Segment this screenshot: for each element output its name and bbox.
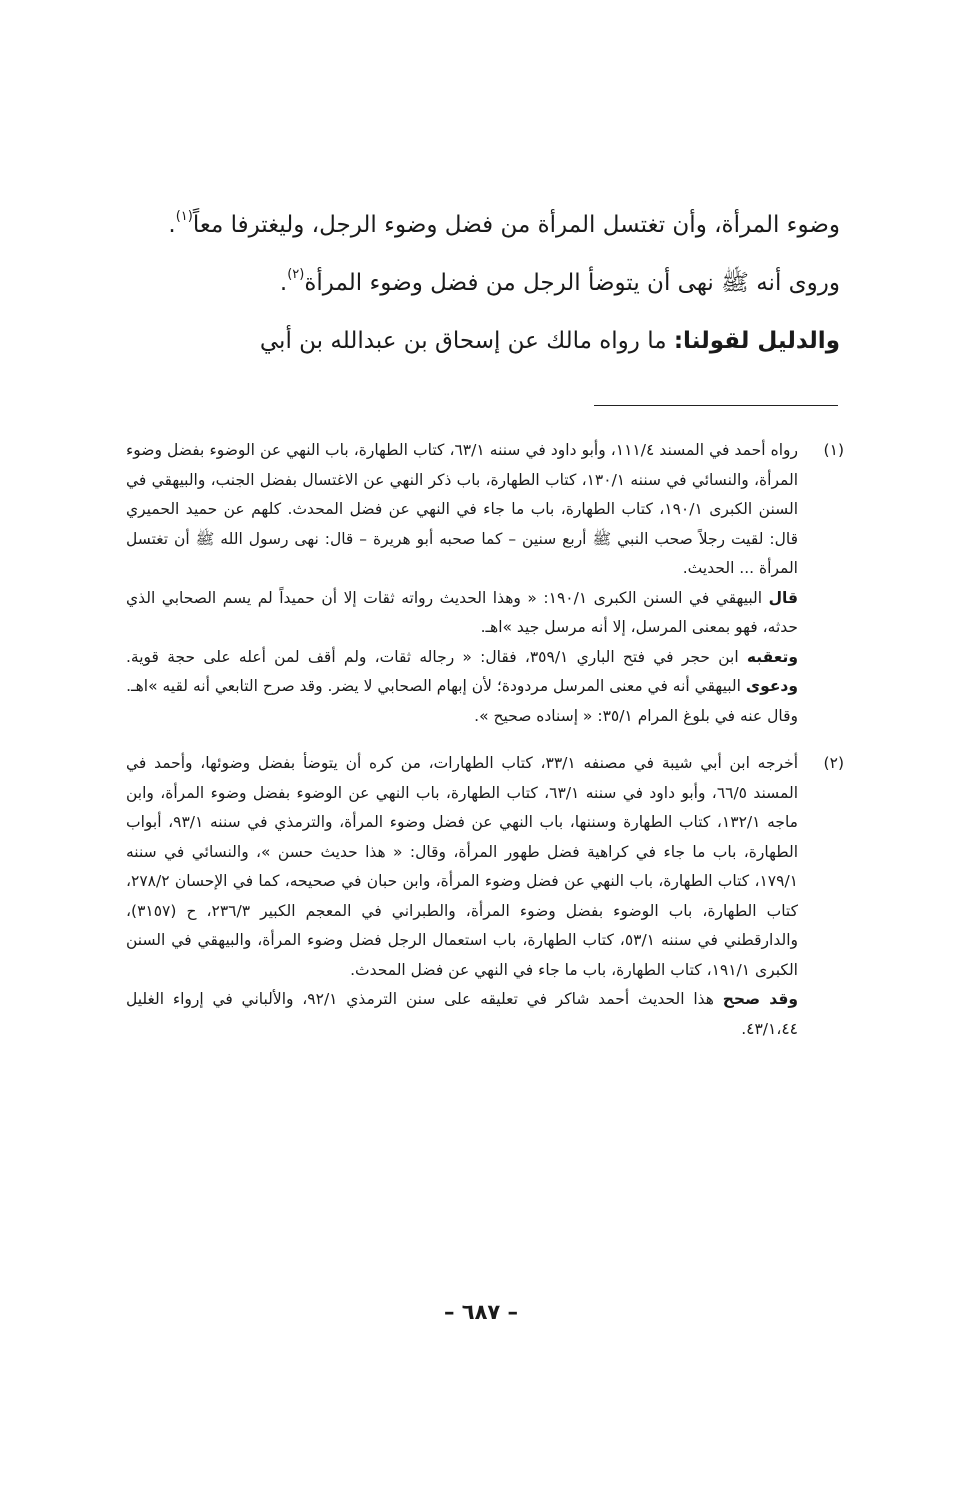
footnote-paragraph: رواه أحمد في المسند ١١١/٤، وأبو داود في سننه ٦٣/١، كتاب الطهارة، باب النهي عن الوضوء بفضل وضوء المرأة، والنسائي في سننه ١٣٠/١، كتاب الطهارة، باب ذكر النهي عن الاغتسال بفضل الجنب، والبيهقي في السنن الكبرى ١٩٠/١، كتاب الطهارة، باب ما جاء في النهي عن فضل المحدث. كلهم عن حميد الحميري قال: لقيت رجلاً صحب النبي ﷺ أربع سنين – كما صحبه أبو هريرة – قال: نهى رسول الله ﷺ أن تغتسل المرأة ... الحديث. [126,441,798,577]
footnote-paragraph: وقد صحح هذا الحديث أحمد شاكر في تعليقه على سنن الترمذي ٩٢/١، والألباني في إرواء الغليل ٤٣/١،٤٤. [126,990,799,1038]
footnote-paragraph: أخرجه ابن أبي شيبة في مصنفه ٣٣/١، كتاب الطهارات، من كره أن يتوضأ بفضل وضوئها، وأحمد في المسند ٦٦/٥، وأبو داود في سننه ٦٣/١، كتاب الطهارة، باب النهي عن الوضوء بفضل وضوء المرأة، وابن ماجه ١٣٢/١، كتاب الطهارة وسننها، باب النهي عن فضل وضوء المرأة، والترمذي في سننه ٩٣/١، أبواب الطهارة، باب ما جاء في كراهية فضل طهور المرأة، وقال: « هذا حديث حسن »، والنسائي في سننه ١٧٩/١، كتاب الطهارة، باب النهي عن فضل وضوء المرأة، وابن حبان في صحيحه، كما في الإحسان ٢٧٨/٢، كتاب الطهارة، باب الوضوء بفضل وضوء المرأة، والطبراني في المعجم الكبير ٢٣٦/٣، ح (٣١٥٧)، والدارقطني في سننه ٥٣/١، كتاب الطهارة، باب استعمال الرجل فضل وضوء المرأة، والبيهقي في السنن الكبرى ١٩١/١، كتاب الطهارة، باب ما جاء في النهي عن فضل المحدث. [126,754,799,979]
footnote-ref-1[interactable]: (١) [175,209,193,224]
footnote-ref-2[interactable]: (٢) [287,267,305,282]
footnote-1 [126,436,844,731]
main-text [128,196,840,370]
footnote-number: (١) [823,441,844,459]
footnote-2 [126,749,844,1044]
footnote-paragraph: وتعقبه ابن حجر في فتح الباري ٣٥٩/١، فقال: « رجاله ثقات، ولم أقف لمن أعله على حجة قوية. ودعوى البيهقي أنه في معنى المرسل مردودة؛ لأن إبهام الصحابي لا يضر. وقد صرح التابعي أنه لقيه »اهـ. [126,647,798,695]
footnotes [126,436,844,1062]
footnote-number: (٢) [823,754,844,772]
main-line-3: والدليل لقولنا: ما رواه مالك عن إسحاق بن عبدالله بن أبي [259,328,840,354]
main-line-2: وروى أنه ﷺ نهى أن يتوضأ الرجل من فضل وضوء المرأة$^{(٢)}$. [279,267,840,296]
main-line-1: وضوء المرأة، وأن تغتسل المرأة من فضل وضوء الرجل، وليغترفا معاً$^{(١)}$. [168,209,840,238]
footnote-paragraph: وقال عنه في بلوغ المرام ٣٥/١: « إسناده صحيح ». [474,706,798,725]
page-number: – ٦٨٧ – [443,1300,519,1324]
footnote-separator [594,405,838,406]
footnote-paragraph: قال البيهقي في السنن الكبرى ١٩٠/١: « وهذا الحديث رواته ثقات إلا أن حميداً لم يسم الصحابي الذي حدثه، فهو بمعنى المرسل، إلا أنه مرسل جيد »اهـ. [126,588,798,636]
evidence-heading: والدليل لقولنا: [673,328,840,354]
